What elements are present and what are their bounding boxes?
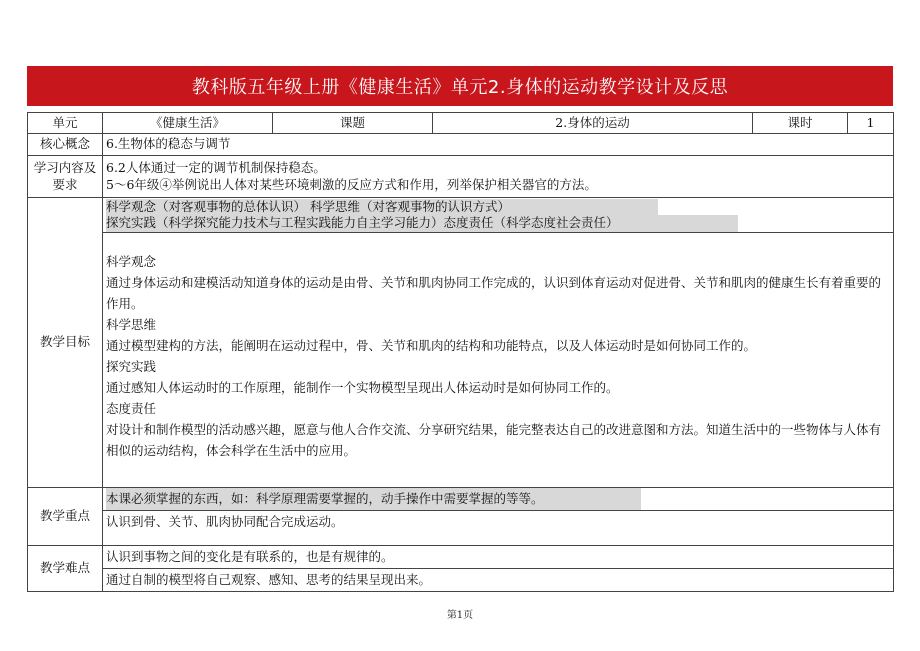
goals-summary-1-text: 科学观念（对客观事物的总体认识） 科学思维（对客观事物的认识方式） bbox=[106, 199, 658, 215]
lesson-plan-table bbox=[27, 112, 894, 592]
difficulties-line-2: 通过自制的模型将自己观察、感知、思考的结果呈现出来。 bbox=[103, 568, 893, 590]
teaching-goals-label: 教学目标 bbox=[28, 198, 103, 488]
document-title-banner bbox=[27, 66, 893, 106]
goals-divider bbox=[103, 232, 893, 251]
learning-content-label-1: 学习内容及 bbox=[33, 160, 97, 176]
goals-summary-2-text: 探究实践（科学探究能力技术与工程实践能力自主学习能力）态度责任（科学态度社会责任） bbox=[106, 215, 738, 231]
core-concept-row bbox=[28, 134, 894, 156]
learning-content-label-2: 要求 bbox=[52, 176, 78, 192]
learning-content-label bbox=[28, 156, 103, 198]
topic-value: 2.身体的运动 bbox=[433, 113, 753, 134]
goal-concept-heading: 科学观念 bbox=[106, 253, 157, 269]
key-points-line-2: 认识到骨、关节、肌肉协同配合完成运动。 bbox=[103, 510, 893, 533]
difficulties-line-1: 认识到事物之间的变化是有联系的，也是有规律的。 bbox=[106, 549, 394, 564]
header-row bbox=[28, 113, 894, 134]
unit-label: 单元 bbox=[28, 113, 103, 134]
difficulties-body bbox=[103, 546, 894, 592]
teaching-goals-row bbox=[28, 198, 894, 488]
goal-thinking-text: 通过模型建构的方法，能阐明在运动过程中，骨、关节和肌肉的结构和功能特点，以及人体运动时是如何协同工作的。 bbox=[106, 337, 757, 353]
goal-concept-text: 通过身体运动和建模活动知道身体的运动是由骨、关节和肌肉协同工作完成的，认识到体育运动对促进骨、关节和肌肉的健康生长有着重要的作用。 bbox=[106, 274, 882, 311]
key-points-body bbox=[103, 488, 894, 546]
learning-content-row bbox=[28, 156, 894, 198]
core-concept-value: 6.生物体的稳态与调节 bbox=[103, 134, 894, 156]
goals-summary-2 bbox=[106, 215, 890, 231]
key-points-line-1 bbox=[106, 488, 890, 510]
period-label: 课时 bbox=[753, 113, 848, 134]
goal-attitude-text: 对设计和制作模型的活动感兴趣，愿意与他人合作交流、分享研究结果，能完整表达自己的改进意图和方法。知道生活中的一些物体与人体有相似的运动结构，体会科学在生活中的应用。 bbox=[106, 421, 882, 458]
goal-thinking-heading: 科学思维 bbox=[106, 316, 157, 332]
key-points-line-1-text: 本课必须掌握的东西，如：科学原理需要掌握的，动手操作中需要掌握的等等。 bbox=[106, 488, 641, 510]
teaching-goals-body bbox=[103, 198, 894, 488]
goal-practice-text: 通过感知人体运动时的工作原理，能制作一个实物模型呈现出人体运动时是如何协同工作的。 bbox=[106, 379, 619, 395]
document-title: 教科版五年级上册《健康生活》单元2.身体的运动教学设计及反思 bbox=[191, 77, 729, 98]
learning-content-line-2: 5～6年级④举例说出人体对某些环境刺激的反应方式和作用，列举保护相关器官的方法。 bbox=[106, 176, 597, 192]
goal-practice-heading: 探究实践 bbox=[106, 358, 157, 374]
goals-summary-1 bbox=[106, 198, 890, 215]
learning-content-line-1: 6.2人体通过一定的调节机制保持稳态。 bbox=[106, 160, 326, 176]
key-points-row bbox=[28, 488, 894, 546]
key-points-label: 教学重点 bbox=[28, 488, 103, 546]
goal-attitude-heading: 态度责任 bbox=[106, 400, 157, 416]
core-concept-label: 核心概念 bbox=[28, 134, 103, 156]
learning-content-body bbox=[103, 156, 894, 198]
unit-value: 《健康生活》 bbox=[103, 113, 273, 134]
difficulties-label: 教学难点 bbox=[28, 546, 103, 592]
difficulties-row bbox=[28, 546, 894, 592]
topic-label: 课题 bbox=[273, 113, 433, 134]
page-number: 第1页 bbox=[446, 610, 474, 621]
period-value: 1 bbox=[848, 113, 894, 134]
